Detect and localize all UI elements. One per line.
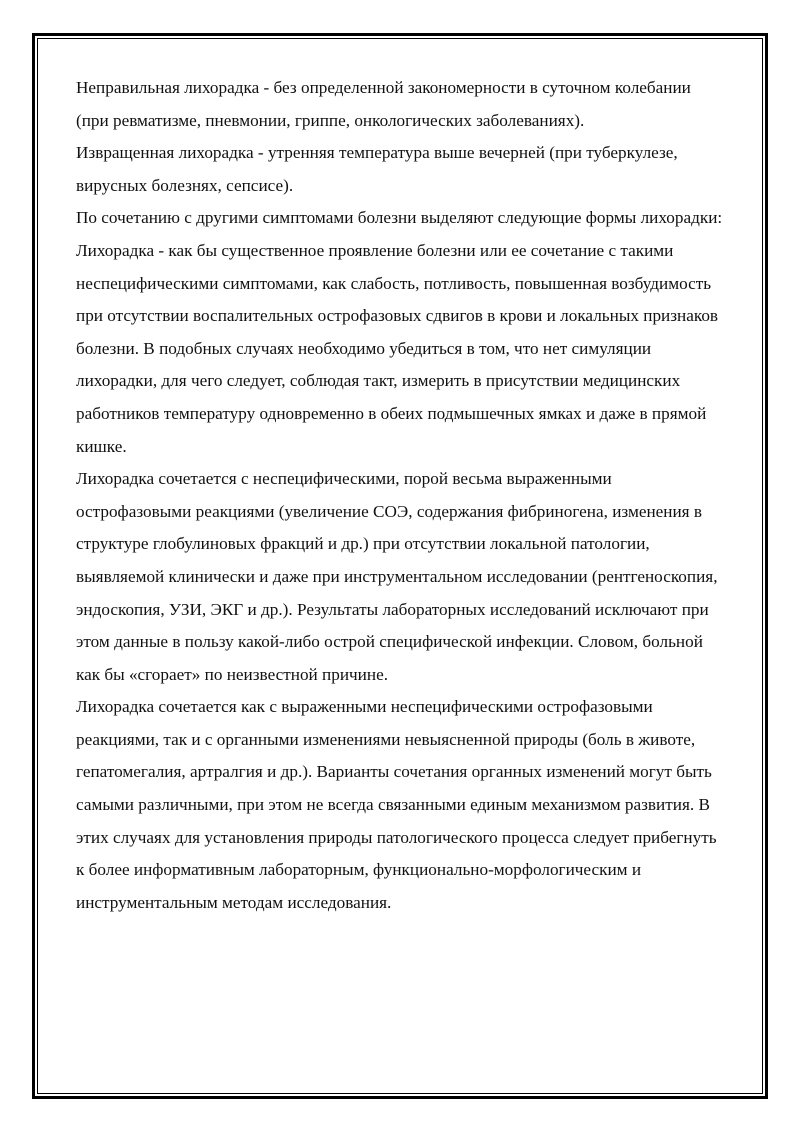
paragraph-form-1: Лихорадка - как бы существенное проявление болезни или ее сочетание с такими неспецифическими симптомами, как слабость, потливость, повышенная возбудимость при отсутствии воспалительных острофазовых сдвигов в крови и локальных признаков болезни. В подобных случаях необходимо убедиться в том, что нет симуляции лихорадки, для чего следует, соблюдая такт, измерить в присутствии медицинских работников температуру одновременно в обеих подмышечных ямках и даже в прямой кишке. (76, 240, 719, 456)
paragraph-irregular-fever: Неправильная лихорадка - без определенной закономерности в суточном колебании (при ревматизме, пневмонии, гриппе, онкологических заболеваниях). (76, 78, 691, 130)
paragraph-inverted-fever: Извращенная лихорадка - утренняя температура выше вечерней (при туберкулезе, вирусных болезнях, сепсисе). (76, 143, 678, 195)
paragraph-forms-intro: По сочетанию с другими симптомами болезни выделяют следующие формы лихорадки: (76, 208, 723, 228)
paragraph-form-2: Лихорадка сочетается с неспецифическими, порой весьма выраженными острофазовыми реакциями (увеличение СОЭ, содержания фибриногена, изменения в структуре глобулиновых фракций и др.) при отсутствии локальной патологии, выявляемой клинически и даже при инструментальном исследовании (рентгеноскопия, эндоскопия, УЗИ, ЭКГ и др.). Результаты лабораторных исследований исключают при этом данные в пользу какой-либо острой специфической инфекции. Словом, больной как бы «сгорает» по неизвестной причине. (76, 469, 718, 684)
document-body (76, 72, 726, 919)
paragraph-form-3: Лихорадка сочетается как с выраженными неспецифическими острофазовыми реакциями, так и с органными изменениями невыясненной природы (боль в животе, гепатомегалия, артралгия и др.). Варианты сочетания органных изменений могут быть самыми различными, при этом не всегда связанными единым механизмом развития. В этих случаях для установления природы патологического процесса следует прибегнуть к более информативным лабораторным, функционально-морфологическим и инструментальным методам исследования. (76, 697, 717, 912)
